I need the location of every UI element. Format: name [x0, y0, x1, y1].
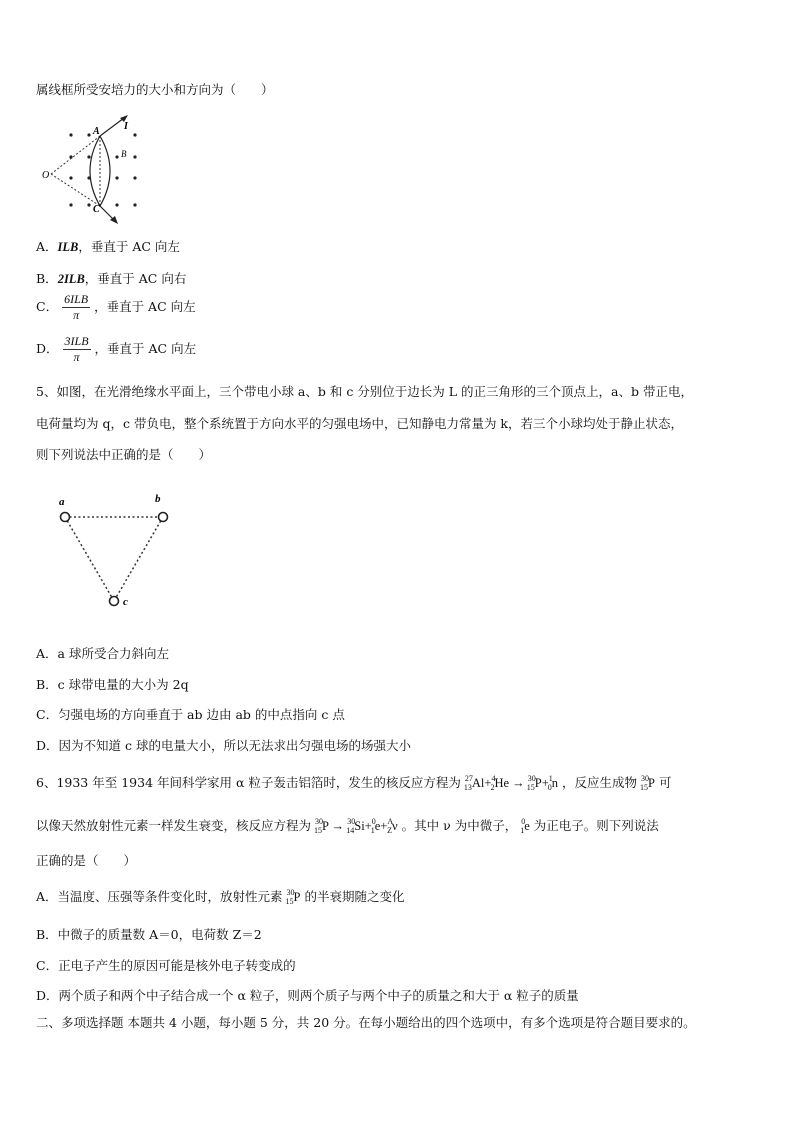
nuclear-equation-1: $^{27}_{13}$Al+$^4_2$He → $^{30}_{15}$P+$^1_0$n	[463, 774, 559, 792]
q4-option-a[interactable]: A．ILB，垂直于 AC 向左	[36, 239, 180, 254]
q6-stem-line2: 以像天然放射性元素一样发生衰变，核反应方程为 $^{30}_{15}$P → $^{30}_{14}$Si+$^0_1$e+$^A_Z$ν 。其中 ν 为中微子， $^0_1$e 为正电子。则下列说法	[36, 817, 659, 835]
q4-option-b[interactable]: B．2ILB，垂直于 AC 向右	[36, 271, 187, 286]
q4-option-c[interactable]: C． $\frac{\text{6ILB}}{\pi}$ ，垂直于 AC 向左	[36, 292, 196, 322]
q6-stem-line3: 正确的是（ ）	[36, 853, 137, 868]
section-2-heading: 二、多项选择题 本题共 4 小题，每小题 5 分，共 20 分。在每小题给出的四个选项中，有多个选项是符合题目要求的。	[36, 1015, 696, 1030]
q4-label-i: I	[124, 121, 128, 132]
q6-option-a[interactable]: A．当温度、压强等条件变化时，放射性元素 $^{30}_{15}$P 的半衰期随之变化	[36, 888, 405, 906]
q5-stem-line2: 电荷量均为 q，c 带负电，整个系统置于方向水平的匀强电场中，已知静电力常量为 k，若三个小球均处于静止状态，	[36, 416, 683, 431]
q5-option-c[interactable]: C．匀强电场的方向垂直于 ab 边由 ab 的中点指向 c 点	[36, 707, 345, 722]
nuclear-equation-2: $^{30}_{15}$P → $^{30}_{14}$Si+$^0_1$e+$^A_Z$ν	[314, 817, 398, 835]
phosphorus-30-symbol: $^{30}_{15}$P	[285, 888, 301, 906]
q4-label-o: O	[42, 170, 50, 181]
q6-option-b[interactable]: B．中微子的质量数 A＝0，电荷数 Z＝2	[36, 927, 262, 942]
q5-option-a[interactable]: A．a 球所受合力斜向左	[36, 646, 169, 661]
q4-option-d[interactable]: D． $\frac{\text{3ILB}}{\pi}$ ，垂直于 AC 向左	[36, 334, 197, 364]
q4-label-b: B	[121, 149, 127, 159]
fraction: $\frac{\text{3ILB}}{\pi}$	[64, 334, 89, 364]
q4-stem-tail: 属线框所受安培力的大小和方向为（ ）	[36, 82, 274, 97]
q6-option-c[interactable]: C．正电子产生的原因可能是核外电子转变成的	[36, 958, 296, 973]
q4-label-c: C	[93, 204, 100, 215]
q5-option-b[interactable]: B．c 球带电量的大小为 2q	[36, 677, 189, 692]
q5-option-d[interactable]: D．因为不知道 c 球的电量大小，所以无法求出匀强电场的场强大小	[36, 738, 411, 753]
q5-label-c: c	[123, 596, 128, 608]
q5-label-b: b	[155, 493, 161, 505]
q6-option-d[interactable]: D．两个质子和两个中子结合成一个 α 粒子，则两个质子与两个中子的质量之和大于 α 粒子的质量	[36, 988, 579, 1003]
q5-label-a: a	[59, 496, 65, 508]
fraction: $\frac{\text{6ILB}}{\pi}$	[64, 292, 89, 322]
q4-magnetic-field-figure	[36, 112, 156, 224]
q5-triangle-figure	[50, 488, 180, 613]
q6-stem-line1: 6、1933 年至 1934 年间科学家用 α 粒子轰击铝箔时，发生的核反应方程为 $^{27}_{13}$Al+$^4_2$He → $^{30}_{15}$P+$^1_0$n ，反应生成物 $^{30}_{15}$P 可	[36, 774, 672, 792]
q4-label-a: A	[93, 126, 100, 137]
q5-stem-line3: 则下列说法中正确的是（ ）	[36, 447, 212, 462]
positron-symbol: $^0_1$e	[520, 817, 530, 835]
q5-stem-line1: 5、如图，在光滑绝缘水平面上，三个带电小球 a、b 和 c 分别位于边长为 L 的正三角形的三个顶点上，a、b 带正电，	[36, 384, 693, 399]
phosphorus-30-symbol: $^{30}_{15}$P	[640, 774, 655, 792]
